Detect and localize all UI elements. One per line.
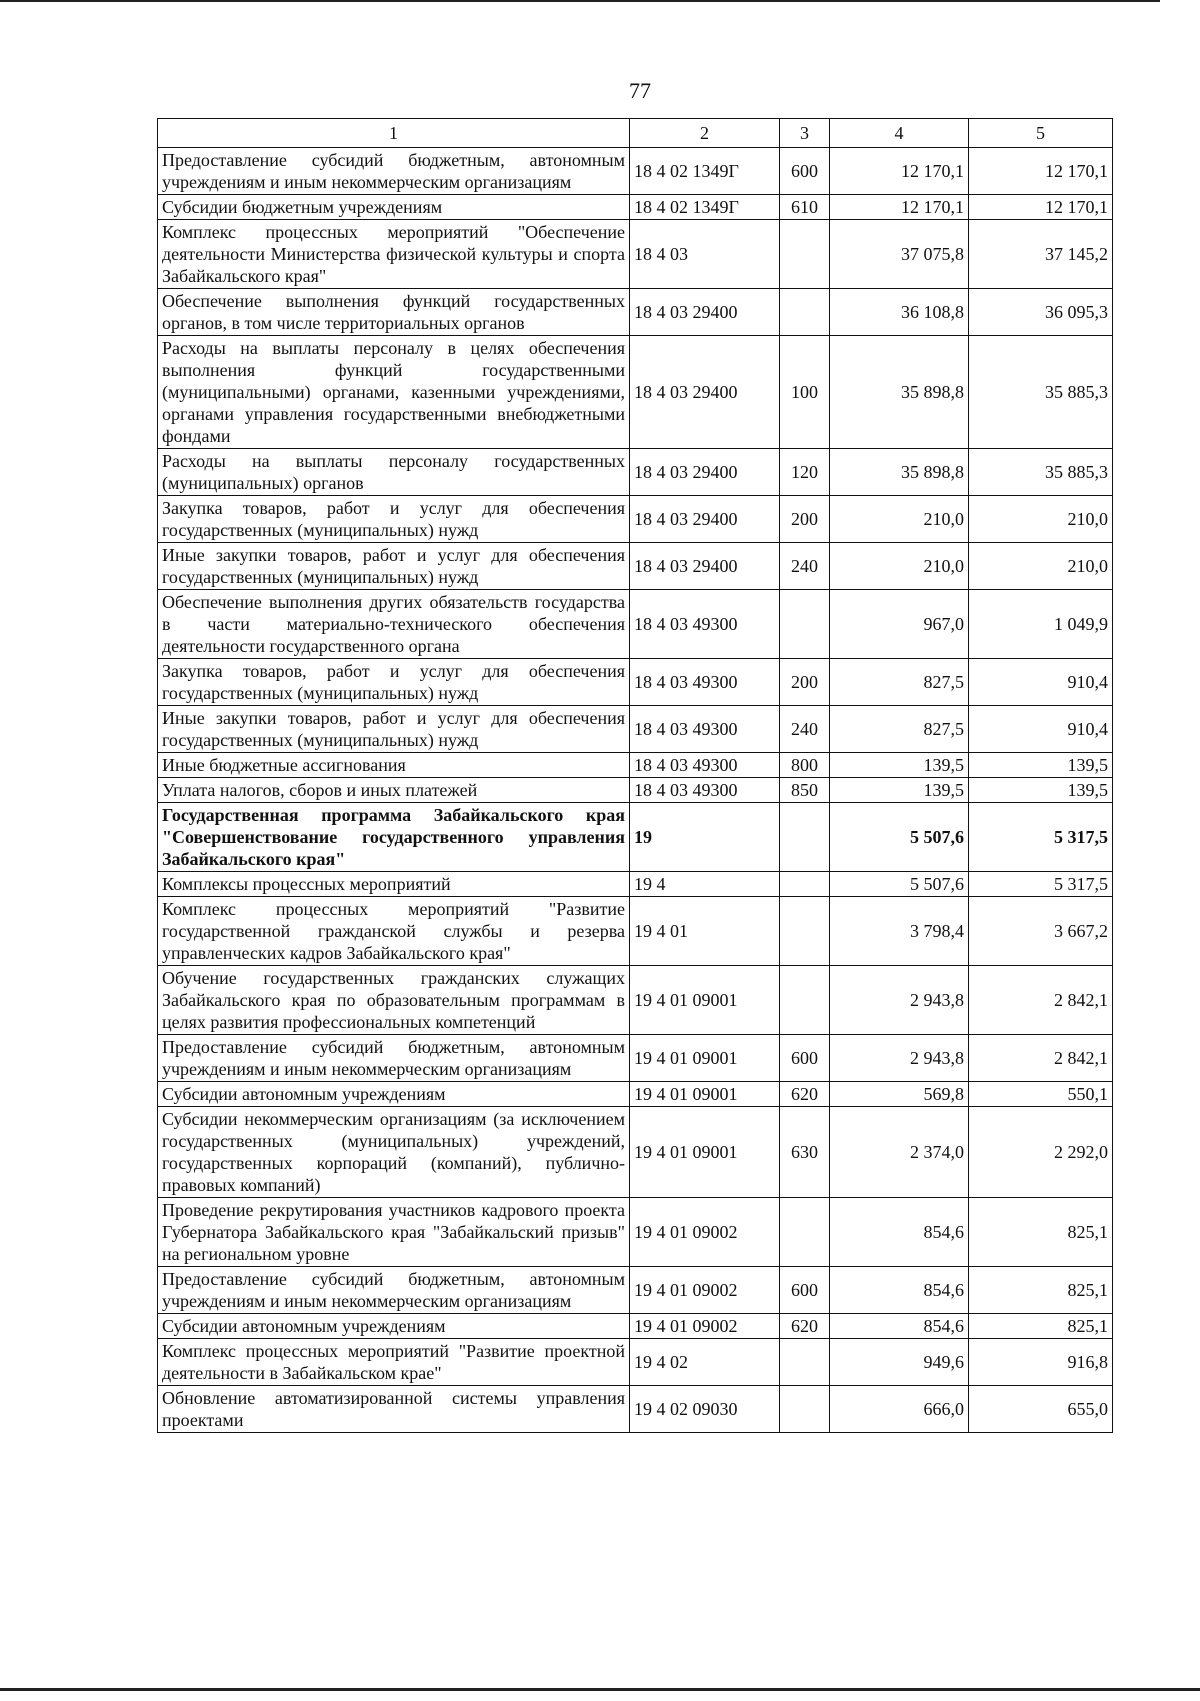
row-name-cell: Субсидии бюджетным учреждениям	[158, 195, 630, 220]
table-row	[158, 1082, 1113, 1107]
row-value-1-cell: 3 798,4	[830, 897, 969, 966]
row-value-1-cell: 2 374,0	[830, 1107, 969, 1198]
row-name-cell: Предоставление субсидий бюджетным, автономным учреждениям и иным некоммерческим организациям	[158, 1035, 630, 1082]
table-row	[158, 148, 1113, 195]
row-value-1-cell: 5 507,6	[830, 803, 969, 872]
row-name-cell: Иные закупки товаров, работ и услуг для обеспечения государственных (муниципальных) нужд	[158, 543, 630, 590]
row-name-cell: Комплекс процессных мероприятий "Развитие проектной деятельности в Забайкальском крае"	[158, 1339, 630, 1386]
row-value-1-cell: 12 170,1	[830, 148, 969, 195]
row-type-cell	[780, 803, 830, 872]
row-name-cell: Обеспечение выполнения функций государственных органов, в том числе территориальных органов	[158, 289, 630, 336]
row-type-cell	[780, 1198, 830, 1267]
row-value-1-cell: 139,5	[830, 753, 969, 778]
row-value-2-cell: 550,1	[969, 1082, 1113, 1107]
row-value-2-cell: 2 292,0	[969, 1107, 1113, 1198]
table-body	[158, 148, 1113, 1433]
table-row	[158, 1314, 1113, 1339]
table-row	[158, 1107, 1113, 1198]
row-value-1-cell: 666,0	[830, 1386, 969, 1433]
row-type-cell	[780, 220, 830, 289]
row-name-cell: Обеспечение выполнения других обязательств государства в части материально-технического обеспечения деятельности государственного органа	[158, 590, 630, 659]
row-name-cell: Проведение рекрутирования участников кадрового проекта Губернатора Забайкальского края "Забайкальский призыв" на региональном уровне	[158, 1198, 630, 1267]
row-value-1-cell: 569,8	[830, 1082, 969, 1107]
row-name-cell: Расходы на выплаты персоналу в целях обеспечения выполнения функций государственными (муниципальными) органами, казенными учреждениями, органами управления государственными внебюджетными фондами	[158, 336, 630, 449]
row-type-cell: 240	[780, 543, 830, 590]
row-type-cell: 240	[780, 706, 830, 753]
row-code-cell: 19 4 01 09002	[630, 1314, 780, 1339]
row-value-2-cell: 139,5	[969, 778, 1113, 803]
row-type-cell	[780, 897, 830, 966]
table-row	[158, 1267, 1113, 1314]
row-name-cell: Иные закупки товаров, работ и услуг для обеспечения государственных (муниципальных) нужд	[158, 706, 630, 753]
row-value-1-cell: 35 898,8	[830, 336, 969, 449]
row-type-cell	[780, 590, 830, 659]
table-row	[158, 289, 1113, 336]
row-type-cell: 620	[780, 1082, 830, 1107]
row-value-2-cell: 910,4	[969, 706, 1113, 753]
row-name-cell: Обновление автоматизированной системы управления проектами	[158, 1386, 630, 1433]
row-type-cell: 800	[780, 753, 830, 778]
row-value-1-cell: 827,5	[830, 659, 969, 706]
row-value-1-cell: 36 108,8	[830, 289, 969, 336]
row-value-1-cell: 827,5	[830, 706, 969, 753]
top-border-line	[0, 0, 1160, 2]
row-code-cell: 18 4 03 49300	[630, 778, 780, 803]
row-name-cell: Предоставление субсидий бюджетным, автономным учреждениям и иным некоммерческим организациям	[158, 148, 630, 195]
row-code-cell: 19 4 02 09030	[630, 1386, 780, 1433]
row-code-cell: 18 4 03 29400	[630, 449, 780, 496]
row-type-cell: 600	[780, 1267, 830, 1314]
row-name-cell: Обучение государственных гражданских служащих Забайкальского края по образовательным программам в целях развития профессиональных компетенций	[158, 966, 630, 1035]
page-number: 77	[629, 78, 651, 103]
row-code-cell: 18 4 03 29400	[630, 336, 780, 449]
row-value-2-cell: 5 317,5	[969, 872, 1113, 897]
bottom-border-line	[0, 1688, 1200, 1691]
row-value-1-cell: 854,6	[830, 1267, 969, 1314]
table-row	[158, 872, 1113, 897]
row-name-cell: Государственная программа Забайкальского края "Совершенствование государственного управления Забайкальского края"	[158, 803, 630, 872]
row-value-1-cell: 854,6	[830, 1314, 969, 1339]
row-code-cell: 19 4 01 09002	[630, 1267, 780, 1314]
row-value-1-cell: 2 943,8	[830, 966, 969, 1035]
row-code-cell: 18 4 02 1349Г	[630, 195, 780, 220]
row-value-2-cell: 655,0	[969, 1386, 1113, 1433]
row-value-1-cell: 37 075,8	[830, 220, 969, 289]
row-code-cell: 19 4 01 09001	[630, 1107, 780, 1198]
table-header-row	[158, 119, 1113, 148]
row-code-cell: 18 4 03	[630, 220, 780, 289]
row-code-cell: 18 4 03 49300	[630, 706, 780, 753]
row-type-cell	[780, 1386, 830, 1433]
row-value-1-cell: 967,0	[830, 590, 969, 659]
row-code-cell: 18 4 03 49300	[630, 753, 780, 778]
row-type-cell: 610	[780, 195, 830, 220]
table-row	[158, 778, 1113, 803]
row-value-2-cell: 35 885,3	[969, 449, 1113, 496]
table-row	[158, 966, 1113, 1035]
row-value-2-cell: 1 049,9	[969, 590, 1113, 659]
row-type-cell: 850	[780, 778, 830, 803]
row-code-cell: 19 4 01 09001	[630, 1035, 780, 1082]
row-value-1-cell: 5 507,6	[830, 872, 969, 897]
row-code-cell: 18 4 03 29400	[630, 496, 780, 543]
row-name-cell: Закупка товаров, работ и услуг для обеспечения государственных (муниципальных) нужд	[158, 496, 630, 543]
row-value-1-cell: 35 898,8	[830, 449, 969, 496]
row-code-cell: 19 4 02	[630, 1339, 780, 1386]
column-header-type: 3	[780, 119, 830, 148]
row-type-cell: 100	[780, 336, 830, 449]
row-code-cell: 19	[630, 803, 780, 872]
row-value-1-cell: 854,6	[830, 1198, 969, 1267]
column-header-code: 2	[630, 119, 780, 148]
row-value-2-cell: 3 667,2	[969, 897, 1113, 966]
row-code-cell: 18 4 03 49300	[630, 590, 780, 659]
row-value-1-cell: 2 943,8	[830, 1035, 969, 1082]
row-value-2-cell: 210,0	[969, 543, 1113, 590]
table-row	[158, 590, 1113, 659]
column-header-name: 1	[158, 119, 630, 148]
table-row	[158, 1339, 1113, 1386]
row-code-cell: 18 4 03 29400	[630, 543, 780, 590]
column-header-value-2: 5	[969, 119, 1113, 148]
column-header-value-1: 4	[830, 119, 969, 148]
row-value-2-cell: 12 170,1	[969, 195, 1113, 220]
row-value-1-cell: 139,5	[830, 778, 969, 803]
row-name-cell: Уплата налогов, сборов и иных платежей	[158, 778, 630, 803]
row-value-2-cell: 12 170,1	[969, 148, 1113, 195]
table-row	[158, 543, 1113, 590]
table-row	[158, 803, 1113, 872]
row-code-cell: 19 4 01 09002	[630, 1198, 780, 1267]
table-row	[158, 1198, 1113, 1267]
row-type-cell: 630	[780, 1107, 830, 1198]
table-row	[158, 753, 1113, 778]
table-row	[158, 195, 1113, 220]
row-type-cell: 200	[780, 496, 830, 543]
row-type-cell: 600	[780, 148, 830, 195]
row-value-2-cell: 825,1	[969, 1198, 1113, 1267]
table-row	[158, 1035, 1113, 1082]
row-type-cell: 120	[780, 449, 830, 496]
row-name-cell: Субсидии некоммерческим организациям (за исключением государственных (муниципальных) учреждений, государственных корпораций (компаний), публично-правовых компаний)	[158, 1107, 630, 1198]
row-value-2-cell: 2 842,1	[969, 966, 1113, 1035]
row-code-cell: 18 4 03 49300	[630, 659, 780, 706]
row-code-cell: 19 4	[630, 872, 780, 897]
row-code-cell: 18 4 02 1349Г	[630, 148, 780, 195]
row-value-2-cell: 2 842,1	[969, 1035, 1113, 1082]
row-type-cell: 600	[780, 1035, 830, 1082]
table-row	[158, 659, 1113, 706]
row-value-1-cell: 210,0	[830, 543, 969, 590]
table-row	[158, 449, 1113, 496]
row-value-2-cell: 210,0	[969, 496, 1113, 543]
row-name-cell: Комплексы процессных мероприятий	[158, 872, 630, 897]
row-code-cell: 19 4 01 09001	[630, 1082, 780, 1107]
row-value-1-cell: 949,6	[830, 1339, 969, 1386]
row-value-2-cell: 139,5	[969, 753, 1113, 778]
row-name-cell: Комплекс процессных мероприятий "Обеспечение деятельности Министерства физической культуры и спорта Забайкальского края"	[158, 220, 630, 289]
row-name-cell: Субсидии автономным учреждениям	[158, 1314, 630, 1339]
row-name-cell: Закупка товаров, работ и услуг для обеспечения государственных (муниципальных) нужд	[158, 659, 630, 706]
table-row	[158, 336, 1113, 449]
row-name-cell: Комплекс процессных мероприятий "Развитие государственной гражданской службы и резерва управленческих кадров Забайкальского края"	[158, 897, 630, 966]
row-name-cell: Субсидии автономным учреждениям	[158, 1082, 630, 1107]
budget-table	[157, 118, 1113, 1433]
row-type-cell	[780, 289, 830, 336]
row-type-cell	[780, 966, 830, 1035]
row-value-1-cell: 12 170,1	[830, 195, 969, 220]
table-row	[158, 496, 1113, 543]
row-code-cell: 19 4 01	[630, 897, 780, 966]
table-row	[158, 897, 1113, 966]
row-type-cell: 620	[780, 1314, 830, 1339]
row-value-2-cell: 37 145,2	[969, 220, 1113, 289]
row-value-2-cell: 916,8	[969, 1339, 1113, 1386]
row-name-cell: Предоставление субсидий бюджетным, автономным учреждениям и иным некоммерческим организациям	[158, 1267, 630, 1314]
row-value-2-cell: 5 317,5	[969, 803, 1113, 872]
row-type-cell	[780, 872, 830, 897]
row-value-2-cell: 36 095,3	[969, 289, 1113, 336]
row-name-cell: Расходы на выплаты персоналу государственных (муниципальных) органов	[158, 449, 630, 496]
row-type-cell: 200	[780, 659, 830, 706]
row-value-1-cell: 210,0	[830, 496, 969, 543]
row-code-cell: 19 4 01 09001	[630, 966, 780, 1035]
table-row	[158, 1386, 1113, 1433]
row-type-cell	[780, 1339, 830, 1386]
row-name-cell: Иные бюджетные ассигнования	[158, 753, 630, 778]
table-row	[158, 220, 1113, 289]
row-value-2-cell: 35 885,3	[969, 336, 1113, 449]
row-value-2-cell: 825,1	[969, 1267, 1113, 1314]
row-value-2-cell: 825,1	[969, 1314, 1113, 1339]
row-code-cell: 18 4 03 29400	[630, 289, 780, 336]
table-row	[158, 706, 1113, 753]
row-value-2-cell: 910,4	[969, 659, 1113, 706]
